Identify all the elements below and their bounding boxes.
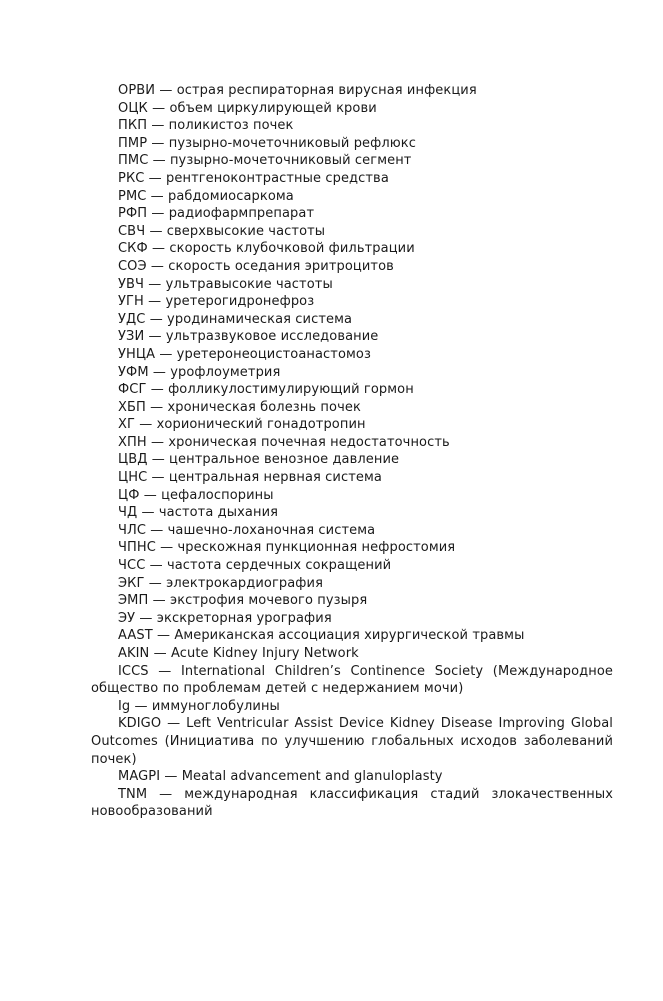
abbreviation-separator: — — [144, 170, 167, 186]
abbreviation-term: ЭУ — [118, 610, 136, 626]
abbreviation-entry — [91, 575, 613, 593]
abbreviation-term: УДС — [118, 311, 146, 327]
abbreviation-separator: — — [146, 382, 169, 398]
abbreviation-term: СВЧ — [118, 223, 146, 239]
abbreviation-term: СКФ — [118, 241, 148, 257]
abbreviation-separator: — — [145, 311, 168, 327]
abbreviation-definition: хроническая болезнь почек — [167, 399, 361, 415]
abbreviation-term: AKIN — [118, 646, 150, 661]
abbreviation-separator: — — [144, 329, 166, 345]
abbreviation-term: MAGPI — [118, 769, 161, 785]
abbreviation-term: ЧД — [118, 505, 138, 521]
abbreviation-definition: центральное венозное давление — [169, 452, 400, 468]
abbreviation-definition: ультразвуковое исследование — [165, 329, 379, 345]
abbreviation-definition: сверхвысокие частоты — [166, 223, 326, 239]
abbreviation-term: ЭКГ — [118, 575, 145, 591]
abbreviation-definition: International Children’s Continence Society (Международное общество по проблемам детей с недержанием мочи) — [91, 663, 613, 697]
abbreviation-separator: — — [147, 118, 169, 134]
abbreviation-separator: — — [135, 610, 157, 626]
abbreviation-separator: — — [135, 417, 157, 433]
abbreviation-definition: частота сердечных сокращений — [166, 558, 392, 574]
abbreviation-entry — [91, 786, 613, 821]
abbreviation-entry — [91, 592, 613, 610]
abbreviation-definition: уродинамическая система — [167, 311, 353, 327]
abbreviation-term: ПКП — [118, 118, 148, 134]
abbreviation-separator: — — [148, 364, 171, 380]
abbreviation-term: ОЦК — [118, 100, 148, 116]
abbreviation-term: ICCS — [118, 663, 149, 679]
abbreviation-entry — [91, 135, 613, 153]
abbreviation-term: ЦВД — [118, 452, 148, 468]
abbreviation-definition: экстрофия мочевого пузыря — [169, 593, 368, 609]
abbreviation-term: РМС — [118, 188, 147, 204]
abbreviation-definition: чрескожная пункционная нефростомия — [177, 540, 456, 556]
abbreviation-definition: Left Ventricular Assist Device Kidney Disease Improving Global Outcomes (Инициатива по улучшению глобальных исходов заболеваний почек) — [91, 716, 613, 767]
abbreviation-definition: Американская ассоциация хирургической травмы — [174, 628, 525, 644]
abbreviation-definition: частота дыхания — [158, 505, 279, 521]
abbreviation-entry — [91, 364, 613, 382]
abbreviation-term: Ig — [118, 698, 131, 714]
abbreviation-entry — [91, 504, 613, 522]
abbreviation-definition: рентгеноконтрастные средства — [166, 170, 389, 186]
abbreviation-term: AAST — [118, 628, 153, 644]
abbreviation-term: УВЧ — [118, 276, 145, 292]
abbreviation-term: ПМС — [118, 153, 149, 169]
abbreviation-entry — [91, 328, 613, 346]
abbreviation-entry — [91, 451, 613, 469]
abbreviation-entry — [91, 539, 613, 557]
abbreviation-definition: скорость оседания эритроцитов — [168, 258, 394, 274]
abbreviation-term: РКС — [118, 170, 145, 186]
abbreviation-separator: — — [155, 540, 178, 556]
abbreviation-term: СОЭ — [118, 258, 147, 274]
abbreviation-entry — [91, 645, 613, 663]
abbreviation-term: ФСГ — [118, 382, 147, 398]
abbreviation-definition: уретерогидронефроз — [165, 294, 315, 310]
abbreviation-definition: острая респираторная вирусная инфекция — [176, 83, 477, 98]
abbreviation-separator: — — [147, 452, 170, 468]
abbreviation-entry — [91, 416, 613, 434]
abbreviation-term: ЦНС — [118, 470, 148, 486]
abbreviation-definition: иммуноглобулины — [151, 698, 280, 714]
abbreviation-term: ОРВИ — [118, 83, 156, 98]
abbreviation-term: УГН — [118, 294, 144, 310]
abbreviation-definition: Meatal advancement and glanuloplasty — [181, 769, 443, 785]
abbreviation-separator: — — [146, 522, 168, 538]
abbreviation-term: ПМР — [118, 135, 148, 151]
abbreviation-separator: — — [146, 434, 169, 450]
abbreviation-definition: поликистоз почек — [168, 118, 294, 134]
abbreviation-definition: Acute Kidney Injury Network — [170, 646, 359, 661]
abbreviation-definition: пузырно-мочеточниковый сегмент — [169, 153, 412, 169]
abbreviation-term: ХПН — [118, 434, 147, 450]
abbreviation-term: РФП — [118, 206, 148, 222]
abbreviation-term: УНЦА — [118, 346, 156, 362]
abbreviation-definition: центральная нервная система — [168, 470, 382, 486]
abbreviation-definition: электрокардиография — [166, 575, 323, 591]
abbreviation-entry — [91, 346, 613, 364]
abbreviation-term: ЦФ — [118, 487, 140, 503]
abbreviation-separator: — — [143, 294, 166, 310]
abbreviation-entry — [91, 188, 613, 206]
abbreviation-separator: — — [155, 83, 177, 98]
abbreviation-entry — [91, 293, 613, 311]
abbreviation-definition: пузырно-мочеточниковый рефлюкс — [168, 135, 417, 151]
abbreviation-separator: — — [160, 769, 182, 785]
abbreviation-term: ХГ — [118, 417, 136, 433]
abbreviation-definition: рабдомиосаркома — [168, 188, 294, 204]
abbreviation-entry — [91, 82, 613, 100]
abbreviation-definition: ультравысокие частоты — [165, 276, 333, 292]
abbreviation-entry — [91, 399, 613, 417]
abbreviation-separator: — — [147, 470, 169, 486]
abbreviation-term: ЧСС — [118, 558, 146, 574]
abbreviation-separator: — — [145, 223, 167, 239]
abbreviation-definition: экскреторная урография — [156, 610, 332, 626]
abbreviation-entry — [91, 240, 613, 258]
abbreviation-definition: уретеронеоцистоанастомоз — [176, 346, 371, 362]
abbreviation-entry — [91, 434, 613, 452]
abbreviation-separator: — — [144, 276, 166, 292]
abbreviation-term: KDIGO — [118, 716, 162, 732]
abbreviation-entry — [91, 258, 613, 276]
abbreviation-entry — [91, 117, 613, 135]
abbreviation-separator: — — [149, 646, 171, 661]
abbreviation-separator: — — [145, 558, 167, 574]
abbreviation-separator: — — [148, 153, 170, 169]
abbreviation-entry — [91, 205, 613, 223]
abbreviation-separator: — — [146, 188, 169, 204]
abbreviation-entry — [91, 663, 613, 698]
abbreviation-list — [91, 82, 613, 821]
abbreviation-term: ЧЛС — [118, 522, 147, 538]
abbreviation-entry — [91, 100, 613, 118]
abbreviation-definition: скорость клубочковой фильтрации — [169, 241, 415, 257]
abbreviation-entry — [91, 276, 613, 294]
abbreviation-separator: — — [145, 399, 168, 415]
abbreviation-separator: — — [144, 575, 167, 591]
abbreviation-entry — [91, 522, 613, 540]
abbreviation-separator: — — [148, 593, 170, 609]
abbreviation-entry — [91, 698, 613, 716]
abbreviation-definition: международная классификация стадий злокачественных новообразований — [91, 786, 613, 820]
abbreviation-term: TNM — [118, 786, 148, 802]
abbreviation-entry — [91, 487, 613, 505]
abbreviation-entry — [91, 557, 613, 575]
abbreviation-separator: — — [137, 505, 159, 521]
abbreviation-definition: хорионический гонадотропин — [156, 417, 366, 433]
abbreviation-separator: — — [152, 628, 175, 644]
abbreviation-definition: урофлоуметрия — [170, 364, 281, 380]
abbreviation-entry — [91, 381, 613, 399]
abbreviation-term: УФМ — [118, 364, 149, 380]
abbreviation-separator: — — [147, 206, 169, 222]
abbreviation-separator: — — [147, 786, 185, 802]
abbreviation-separator: — — [148, 663, 181, 679]
abbreviation-entry — [91, 311, 613, 329]
abbreviation-separator: — — [147, 100, 170, 116]
abbreviation-separator: — — [147, 241, 170, 257]
abbreviation-entry — [91, 469, 613, 487]
abbreviation-separator: — — [147, 135, 169, 151]
abbreviation-entry — [91, 768, 613, 786]
abbreviation-definition: фолликулостимулирующий гормон — [168, 382, 414, 398]
abbreviation-entry — [91, 152, 613, 170]
abbreviation-separator: — — [130, 698, 152, 714]
abbreviation-definition: чашечно-лоханочная система — [167, 522, 376, 538]
abbreviation-entry — [91, 223, 613, 241]
abbreviation-entry — [91, 627, 613, 645]
abbreviation-definition: объем циркулирующей крови — [169, 100, 377, 116]
abbreviation-entry — [91, 170, 613, 188]
abbreviation-term: ЭМП — [118, 593, 149, 609]
abbreviation-separator: — — [139, 487, 162, 503]
abbreviation-separator: — — [161, 716, 187, 732]
abbreviation-definition: хроническая почечная недостаточность — [168, 434, 450, 450]
abbreviation-separator: — — [155, 346, 177, 362]
abbreviation-definition: цефалоспорины — [161, 487, 274, 503]
abbreviation-separator: — — [146, 258, 169, 274]
abbreviation-term: УЗИ — [118, 329, 145, 345]
abbreviation-term: ХБП — [118, 399, 146, 415]
abbreviation-entry — [91, 610, 613, 628]
abbreviation-term: ЧПНС — [118, 540, 156, 556]
abbreviation-definition: радиофармпрепарат — [168, 206, 315, 222]
abbreviation-entry — [91, 715, 613, 768]
